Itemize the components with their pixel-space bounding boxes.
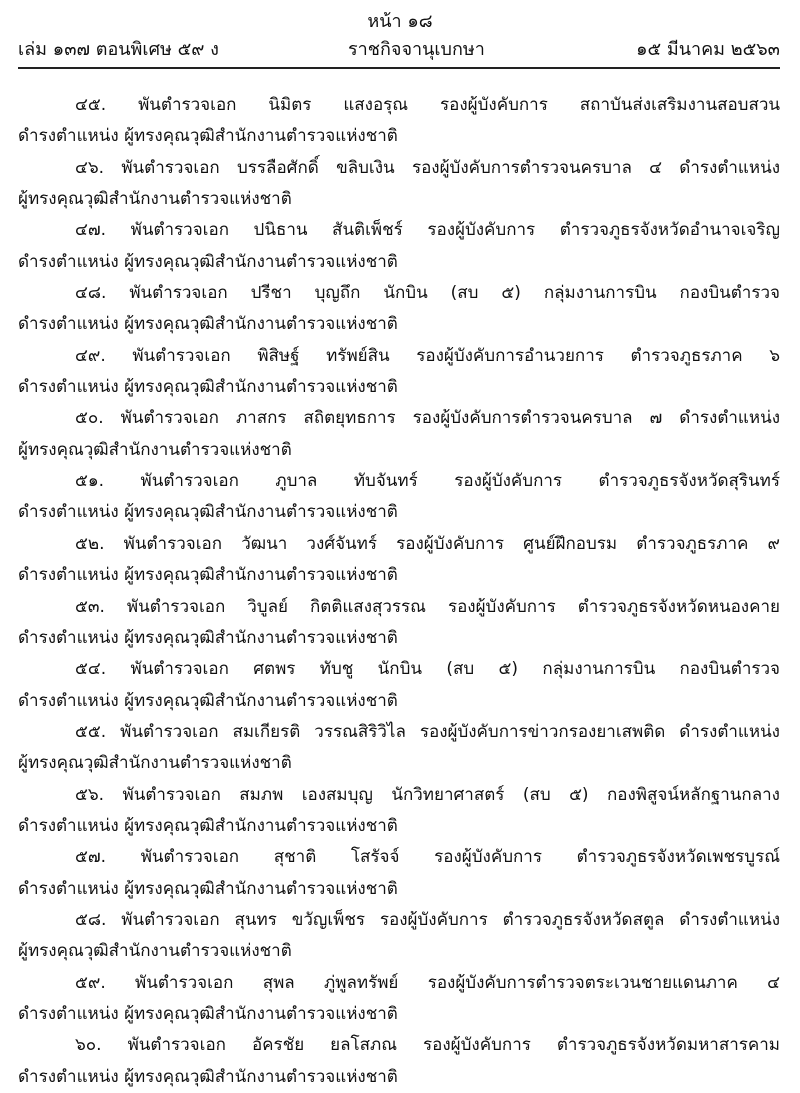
item-text: ๔๙. พันตำรวจเอก พิสิษฐ์ ทรัพย์สิน รองผู้บังคับการอำนวยการ ตำรวจภูธรภาค ๖	[75, 345, 780, 366]
list-item	[18, 341, 780, 404]
item-continuation: ดำรงตำแหน่ง ผู้ทรงคุณวุฒิสำนักงานตำรวจแห่งชาติ	[18, 251, 398, 272]
publication-date: ๑๕ มีนาคม ๒๕๖๓	[636, 39, 780, 60]
item-continuation: ดำรงตำแหน่ง ผู้ทรงคุณวุฒิสำนักงานตำรวจแห่งชาติ	[18, 502, 398, 523]
item-continuation: ดำรงตำแหน่ง ผู้ทรงคุณวุฒิสำนักงานตำรวจแห่งชาติ	[18, 690, 398, 711]
list-item	[18, 1030, 780, 1093]
gazette-header	[18, 34, 780, 62]
item-text: ๔๗. พันตำรวจเอก ปนิธาน สันติเพ็ชร์ รองผู้บังคับการ ตำรวจภูธรจังหวัดอำนาจเจริญ	[75, 220, 780, 241]
appointment-list	[18, 90, 780, 1093]
publication-title: ราชกิจจานุเบกษา	[348, 39, 485, 60]
item-continuation: ดำรงตำแหน่ง ผู้ทรงคุณวุฒิสำนักงานตำรวจแห่งชาติ	[18, 565, 398, 586]
item-text: ๔๕. พันตำรวจเอก นิมิตร แสงอรุณ รองผู้บังคับการ สถาบันส่งเสริมงานสอบสวน	[75, 95, 780, 115]
item-text: ๔๘. พันตำรวจเอก ปรีชา บุญถึก นักบิน (สบ ๕) กลุ่มงานการบิน กองบินตำรวจ	[75, 283, 780, 304]
list-item	[18, 278, 780, 341]
item-continuation: ผู้ทรงคุณวุฒิสำนักงานตำรวจแห่งชาติ	[18, 189, 292, 210]
item-continuation: ดำรงตำแหน่ง ผู้ทรงคุณวุฒิสำนักงานตำรวจแห่งชาติ	[18, 314, 398, 335]
item-continuation: ดำรงตำแหน่ง ผู้ทรงคุณวุฒิสำนักงานตำรวจแห่งชาติ	[18, 377, 398, 398]
item-text: ๕๗. พันตำรวจเอก สุชาติ โสรัจจ์ รองผู้บังคับการ ตำรวจภูธรจังหวัดเพชรบูรณ์	[75, 847, 780, 868]
item-text: ๕๕. พันตำรวจเอก สมเกียรติ วรรณสิริวิไล รองผู้บังคับการข่าวกรองยาเสพติด ดำรงตำแหน่ง	[75, 721, 780, 742]
list-item	[18, 90, 780, 153]
item-continuation: ดำรงตำแหน่ง ผู้ทรงคุณวุฒิสำนักงานตำรวจแห่งชาติ	[18, 1066, 398, 1087]
list-item	[18, 905, 780, 968]
list-item	[18, 780, 780, 843]
item-continuation: ดำรงตำแหน่ง ผู้ทรงคุณวุฒิสำนักงานตำรวจแห่งชาติ	[18, 126, 398, 147]
header-rule	[18, 67, 780, 69]
list-item	[18, 717, 780, 780]
list-item	[18, 215, 780, 278]
list-item	[18, 153, 780, 216]
item-text: ๕๑. พันตำรวจเอก ภูบาล ทับจันทร์ รองผู้บังคับการ ตำรวจภูธรจังหวัดสุรินทร์	[75, 471, 780, 492]
item-text: ๖๐. พันตำรวจเอก อัครชัย ยลโสภณ รองผู้บังคับการ ตำรวจภูธรจังหวัดมหาสารคาม	[75, 1035, 780, 1056]
list-item	[18, 529, 780, 592]
list-item	[18, 466, 780, 529]
item-continuation: ดำรงตำแหน่ง ผู้ทรงคุณวุฒิสำนักงานตำรวจแห่งชาติ	[18, 878, 398, 899]
item-continuation: ผู้ทรงคุณวุฒิสำนักงานตำรวจแห่งชาติ	[18, 941, 292, 962]
item-continuation: ดำรงตำแหน่ง ผู้ทรงคุณวุฒิสำนักงานตำรวจแห่งชาติ	[18, 815, 398, 836]
item-continuation: ผู้ทรงคุณวุฒิสำนักงานตำรวจแห่งชาติ	[18, 439, 292, 460]
page-number: หน้า ๑๘	[367, 11, 433, 32]
item-continuation: ดำรงตำแหน่ง ผู้ทรงคุณวุฒิสำนักงานตำรวจแห่งชาติ	[18, 627, 398, 648]
item-text: ๕๒. พันตำรวจเอก วัฒนา วงศ์จันทร์ รองผู้บังคับการ ศูนย์ฝึกอบรม ตำรวจภูธรภาค ๙	[75, 533, 780, 554]
item-text: ๕๘. พันตำรวจเอก สุนทร ขวัญเพ็ชร รองผู้บังคับการ ตำรวจภูธรจังหวัดสตูล ดำรงตำแหน่ง	[75, 909, 780, 930]
item-text: ๕๐. พันตำรวจเอก ภาสกร สถิตยุทธการ รองผู้บังคับการตำรวจนครบาล ๗ ดำรงตำแหน่ง	[75, 408, 780, 429]
list-item	[18, 842, 780, 905]
item-text: ๔๖. พันตำรวจเอก บรรลือศักดิ์ ขลิบเงิน รองผู้บังคับการตำรวจนครบาล ๔ ดำรงตำแหน่ง	[75, 157, 780, 178]
item-text: ๕๓. พันตำรวจเอก วิบูลย์ กิตติแสงสุวรรณ รองผู้บังคับการ ตำรวจภูธรจังหวัดหนองคาย	[75, 596, 780, 617]
volume-issue: เล่ม ๑๓๗ ตอนพิเศษ ๕๙ ง	[18, 39, 219, 60]
item-continuation: ผู้ทรงคุณวุฒิสำนักงานตำรวจแห่งชาติ	[18, 753, 292, 774]
item-continuation: ดำรงตำแหน่ง ผู้ทรงคุณวุฒิสำนักงานตำรวจแห่งชาติ	[18, 1003, 398, 1024]
list-item	[18, 592, 780, 655]
list-item	[18, 968, 780, 1031]
list-item	[18, 403, 780, 466]
item-text: ๕๙. พันตำรวจเอก สุพล ภู่พูลทรัพย์ รองผู้บังคับการตำรวจตระเวนชายแดนภาค ๔	[75, 972, 780, 993]
item-text: ๕๖. พันตำรวจเอก สมภพ เองสมบุญ นักวิทยาศาสตร์ (สบ ๕) กองพิสูจน์หลักฐานกลาง	[75, 784, 780, 805]
list-item	[18, 654, 780, 717]
item-text: ๕๔. พันตำรวจเอก ศตพร ทับชู นักบิน (สบ ๕) กลุ่มงานการบิน กองบินตำรวจ	[75, 659, 780, 680]
